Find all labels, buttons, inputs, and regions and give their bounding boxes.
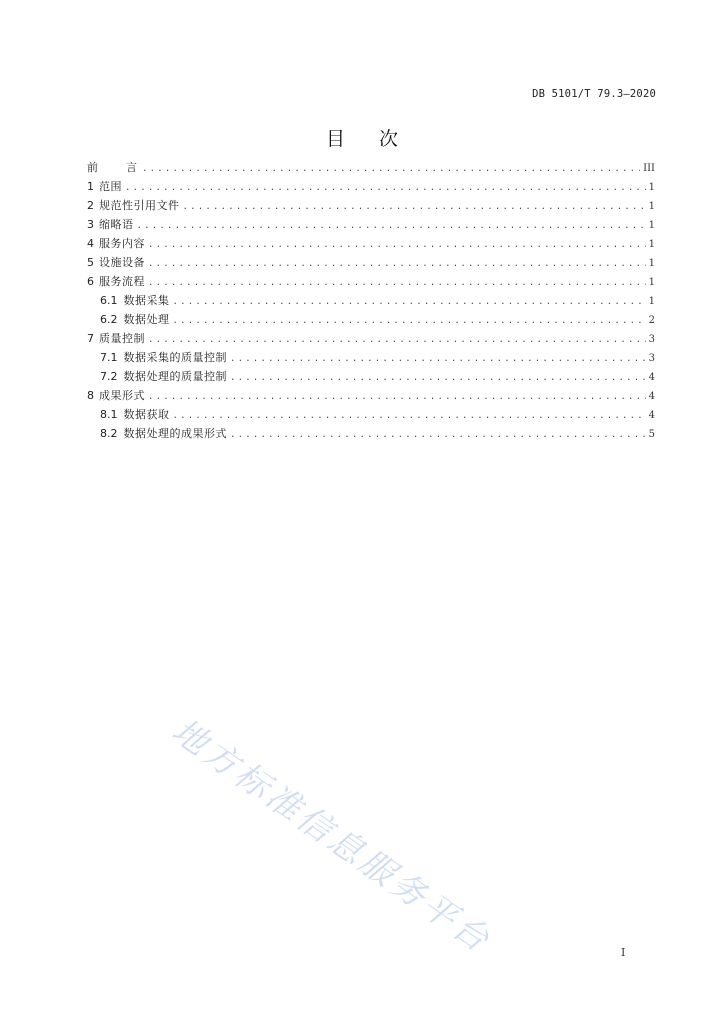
- toc-entry-label: 数据获取: [123, 408, 170, 421]
- toc-leader-dots: [148, 274, 646, 293]
- toc-entry-6[interactable]: [87, 272, 655, 291]
- toc-entry-label: 质量控制: [99, 332, 145, 345]
- toc-entry-7[interactable]: [87, 329, 655, 348]
- toc-leader-dots: [183, 198, 646, 217]
- toc-entry-label: 服务内容: [99, 237, 145, 250]
- toc-leader-dots: [148, 388, 646, 407]
- toc-entry-page: III: [643, 163, 655, 174]
- toc-entry-page: 1: [648, 182, 655, 193]
- toc-entry-8-2[interactable]: [87, 424, 655, 443]
- toc-entry-page: 1: [648, 239, 655, 250]
- toc-entry-page: 1: [648, 220, 655, 231]
- toc-entry-page: 4: [648, 391, 655, 402]
- toc-entry-number: 8.2: [100, 427, 118, 440]
- toc-entry-3[interactable]: [87, 215, 655, 234]
- toc-entry-label: 服务流程: [99, 275, 145, 288]
- toc-entry-label: 范围: [99, 180, 122, 193]
- toc-entry-7-2[interactable]: [87, 367, 655, 386]
- toc-leader-dots: [173, 407, 646, 426]
- toc-entry-number: 8: [87, 389, 94, 402]
- toc-leader-dots: [173, 293, 646, 312]
- toc-entry-number: 7.2: [100, 370, 118, 383]
- toc-entry-label: 言: [126, 161, 139, 174]
- toc-entry-page: 2: [648, 315, 655, 326]
- toc-entry-label: 数据处理的质量控制: [123, 370, 227, 383]
- toc-entry-label: 数据处理: [123, 313, 170, 326]
- toc-entry-page: 4: [648, 372, 655, 383]
- toc-entry-page: 3: [648, 334, 655, 345]
- table-of-contents: [87, 158, 655, 443]
- toc-entry-8-1[interactable]: [87, 405, 655, 424]
- toc-entry-1[interactable]: [87, 177, 655, 196]
- toc-leader-dots: [230, 350, 646, 369]
- toc-entry-page: 1: [648, 296, 655, 307]
- toc-entry-number: 4: [87, 237, 94, 250]
- toc-entry-number: 3: [87, 218, 94, 231]
- toc-leader-dots: [137, 217, 646, 236]
- toc-leader-dots: [148, 236, 646, 255]
- toc-entry-number: 6.1: [100, 294, 118, 307]
- toc-entry-number: 8.1: [100, 408, 118, 421]
- toc-entry-label: 数据采集: [123, 294, 170, 307]
- toc-entry-6-2[interactable]: [87, 310, 655, 329]
- toc-entry-5[interactable]: [87, 253, 655, 272]
- toc-entry-number: 7: [87, 332, 94, 345]
- toc-entry-page: 5: [648, 429, 655, 440]
- toc-entry-label: 数据采集的质量控制: [123, 351, 227, 364]
- toc-entry-page: 4: [648, 410, 655, 421]
- toc-entry-page: 1: [648, 277, 655, 288]
- toc-entry-preface[interactable]: [87, 158, 655, 177]
- toc-entry-page: 3: [648, 353, 655, 364]
- watermark: 地方标准信息服务平台: [164, 710, 499, 962]
- page-title: 目次: [325, 128, 432, 150]
- toc-entry-label: 缩略语: [99, 218, 134, 231]
- page-number: I: [621, 946, 626, 959]
- toc-entry-label: 数据处理的成果形式: [123, 427, 227, 440]
- toc-entry-4[interactable]: [87, 234, 655, 253]
- toc-leader-dots: [148, 255, 646, 274]
- toc-entry-number: 2: [87, 199, 94, 212]
- toc-entry-2[interactable]: [87, 196, 655, 215]
- toc-entry-number: 6.2: [100, 313, 118, 326]
- toc-entry-label: 成果形式: [99, 389, 145, 402]
- toc-leader-dots: [142, 160, 640, 179]
- toc-entry-number: 1: [87, 180, 94, 193]
- toc-entry-7-1[interactable]: [87, 348, 655, 367]
- toc-entry-number: 7.1: [100, 351, 118, 364]
- toc-entry-label: 设施设备: [99, 256, 145, 269]
- toc-leader-dots: [173, 312, 646, 331]
- toc-entry-number: 6: [87, 275, 94, 288]
- toc-entry-number: 5: [87, 256, 94, 269]
- document-code: DB 5101/T 79.3—2020: [532, 88, 656, 100]
- toc-leader-dots: [230, 369, 646, 388]
- toc-entry-number: 前: [87, 161, 98, 174]
- toc-entry-page: 1: [648, 201, 655, 212]
- toc-leader-dots: [230, 426, 646, 445]
- toc-entry-page: 1: [648, 258, 655, 269]
- toc-entry-6-1[interactable]: [87, 291, 655, 310]
- toc-leader-dots: [125, 179, 646, 198]
- toc-entry-label: 规范性引用文件: [99, 199, 180, 212]
- toc-entry-8[interactable]: [87, 386, 655, 405]
